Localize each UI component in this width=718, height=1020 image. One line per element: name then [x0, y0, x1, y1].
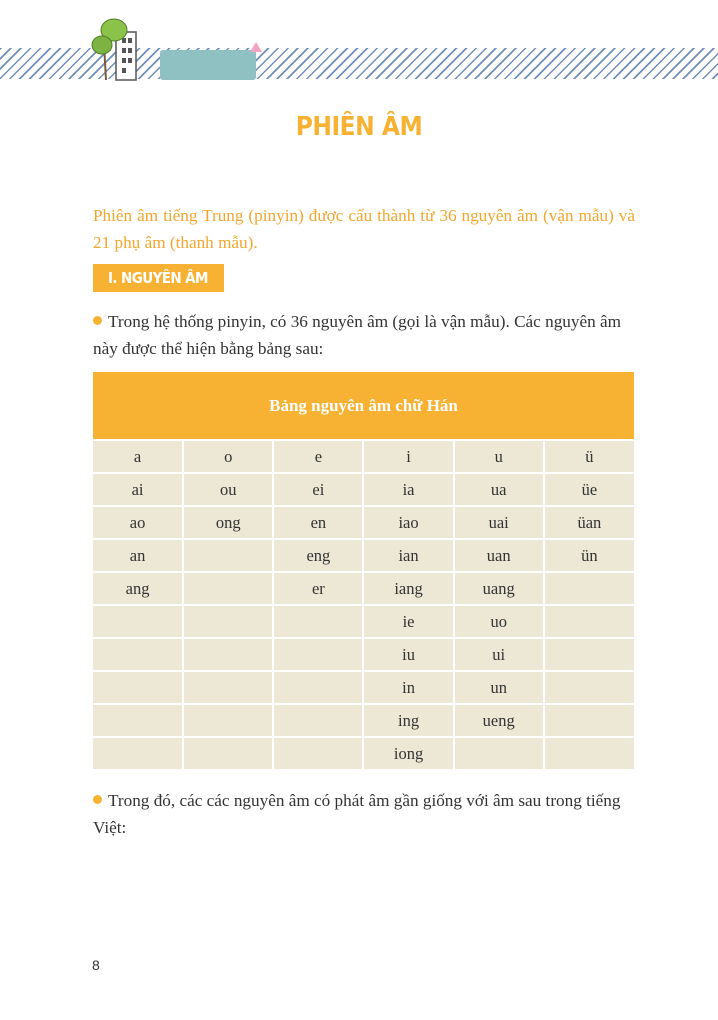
paragraph-vowels — [93, 308, 638, 362]
table-cell — [93, 737, 183, 769]
table-cell: ang — [93, 572, 183, 605]
vowel-table — [93, 372, 634, 769]
table-cell: ua — [454, 473, 544, 506]
table-cell: an — [93, 539, 183, 572]
table-cell — [183, 539, 273, 572]
table-cell: eng — [273, 539, 363, 572]
table-cell: üe — [544, 473, 634, 506]
table-row — [93, 539, 634, 572]
table-caption: Bảng nguyên âm chữ Hán — [93, 372, 634, 440]
bullet-icon — [93, 795, 102, 804]
table-cell — [183, 605, 273, 638]
table-cell: ian — [363, 539, 453, 572]
table-cell — [93, 638, 183, 671]
table-cell: a — [93, 440, 183, 473]
table-cell: uan — [454, 539, 544, 572]
table-cell — [454, 737, 544, 769]
table-row — [93, 605, 634, 638]
table-cell: iao — [363, 506, 453, 539]
table-row — [93, 638, 634, 671]
table-cell: in — [363, 671, 453, 704]
table-cell: uo — [454, 605, 544, 638]
teal-tag-icon — [160, 42, 262, 80]
page-number: 8 — [92, 957, 100, 973]
table-cell — [544, 704, 634, 737]
table-cell — [544, 605, 634, 638]
table-row — [93, 440, 634, 473]
table-cell: er — [273, 572, 363, 605]
table-cell: iu — [363, 638, 453, 671]
table-cell: o — [183, 440, 273, 473]
table-row — [93, 572, 634, 605]
table-cell: ei — [273, 473, 363, 506]
intro-text: Phiên âm tiếng Trung (pinyin) được cấu thành từ 36 nguyên âm (vận mẫu) và 21 phụ âm (thanh mẫu). — [93, 206, 635, 252]
table-cell — [273, 605, 363, 638]
page-title: PHIÊN ÂM — [295, 112, 423, 142]
table-row — [93, 506, 634, 539]
table-cell: ao — [93, 506, 183, 539]
table-cell — [544, 671, 634, 704]
table-cell: ün — [544, 539, 634, 572]
table-cell — [93, 704, 183, 737]
bullet-icon — [93, 316, 102, 325]
table-row — [93, 737, 634, 769]
table-cell: e — [273, 440, 363, 473]
table-cell: en — [273, 506, 363, 539]
table-cell — [273, 704, 363, 737]
table-cell: i — [363, 440, 453, 473]
table-cell: ing — [363, 704, 453, 737]
table-cell: ui — [454, 638, 544, 671]
table-cell: ie — [363, 605, 453, 638]
table-cell — [93, 605, 183, 638]
table-cell — [183, 638, 273, 671]
table-cell: ong — [183, 506, 273, 539]
table-cell: ai — [93, 473, 183, 506]
header-illustration — [86, 14, 276, 84]
table-cell — [544, 572, 634, 605]
table-cell — [183, 737, 273, 769]
table-cell — [93, 671, 183, 704]
paragraph-text: Trong đó, các các nguyên âm có phát âm gần giống với âm sau trong tiếng Việt: — [93, 791, 621, 837]
table-cell — [183, 704, 273, 737]
paragraph-text: Trong hệ thống pinyin, có 36 nguyên âm (gọi là vận mẫu). Các nguyên âm này được thể hiện bằng bảng sau: — [93, 312, 621, 358]
table-cell — [544, 737, 634, 769]
table-cell — [273, 638, 363, 671]
table-cell: ueng — [454, 704, 544, 737]
table-cell: ou — [183, 473, 273, 506]
paragraph-similar-sounds — [93, 787, 638, 841]
table-row — [93, 671, 634, 704]
table-cell: iang — [363, 572, 453, 605]
table-cell: uai — [454, 506, 544, 539]
table-cell — [544, 638, 634, 671]
table-cell — [273, 737, 363, 769]
table-row — [93, 704, 634, 737]
table-cell — [183, 572, 273, 605]
table-row — [93, 473, 634, 506]
table-cell: uang — [454, 572, 544, 605]
table-cell: ü — [544, 440, 634, 473]
table-cell: un — [454, 671, 544, 704]
table-cell: ia — [363, 473, 453, 506]
table-cell: u — [454, 440, 544, 473]
section-heading: I. NGUYÊN ÂM — [93, 264, 224, 292]
table-cell: üan — [544, 506, 634, 539]
table-cell: iong — [363, 737, 453, 769]
table-cell — [183, 671, 273, 704]
table-cell — [273, 671, 363, 704]
